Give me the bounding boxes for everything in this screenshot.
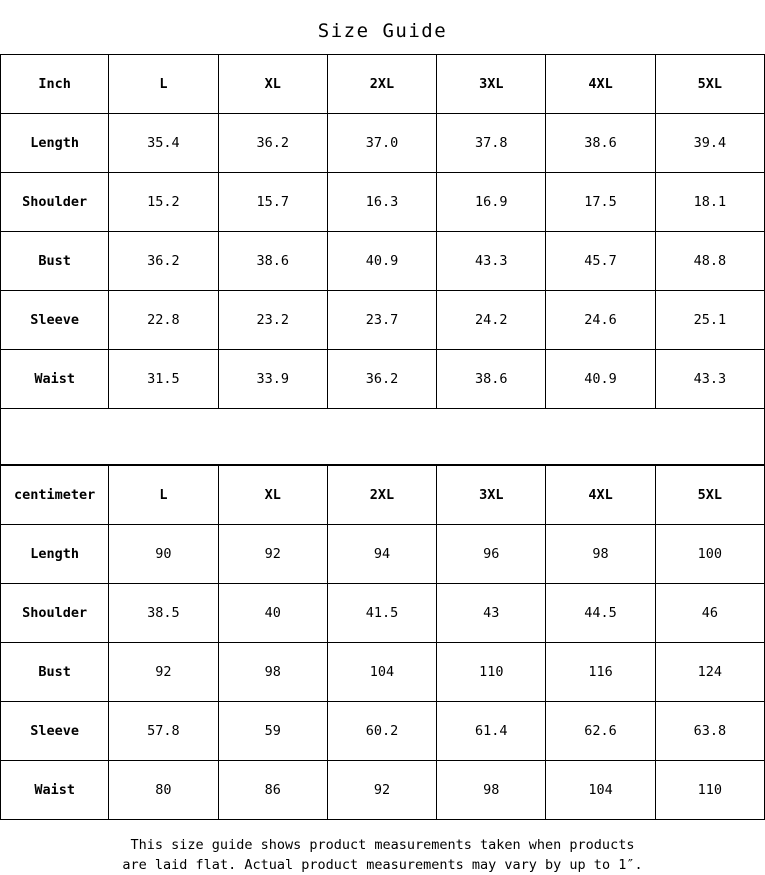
table-row [1, 291, 765, 350]
cell: 46 [655, 584, 764, 643]
footnote [0, 820, 765, 875]
cell: 90 [109, 525, 218, 584]
table-row [1, 761, 765, 820]
column-header-5xl: 5XL [655, 466, 764, 525]
cell: 57.8 [109, 702, 218, 761]
footnote-line-1: This size guide shows product measurements taken when products [130, 837, 635, 853]
cell: 41.5 [327, 584, 436, 643]
size-table-centimeter [0, 465, 765, 820]
cell: 45.7 [546, 232, 655, 291]
footnote-line-2: are laid flat. Actual product measurements may vary by up to 1″. [122, 857, 643, 873]
cell: 38.6 [546, 114, 655, 173]
cell: 35.4 [109, 114, 218, 173]
column-header-xl: XL [218, 55, 327, 114]
cell: 33.9 [218, 350, 327, 409]
column-header-xl: XL [218, 466, 327, 525]
cell: 18.1 [655, 173, 764, 232]
table-row [1, 584, 765, 643]
cell: 36.2 [109, 232, 218, 291]
cell: 36.2 [218, 114, 327, 173]
column-header-l: L [109, 55, 218, 114]
cell: 44.5 [546, 584, 655, 643]
cell: 24.6 [546, 291, 655, 350]
size-table-inch [0, 54, 765, 409]
table-separator [0, 409, 765, 465]
row-label-waist: Waist [1, 350, 109, 409]
row-label-shoulder: Shoulder [1, 584, 109, 643]
column-header-5xl: 5XL [655, 55, 764, 114]
cell: 23.2 [218, 291, 327, 350]
column-header-4xl: 4XL [546, 55, 655, 114]
cell: 92 [218, 525, 327, 584]
cell: 40.9 [327, 232, 436, 291]
cell: 100 [655, 525, 764, 584]
cell: 124 [655, 643, 764, 702]
column-header-l: L [109, 466, 218, 525]
cell: 16.9 [437, 173, 546, 232]
cell: 96 [437, 525, 546, 584]
cell: 31.5 [109, 350, 218, 409]
cell: 104 [546, 761, 655, 820]
unit-label-inch: Inch [1, 55, 109, 114]
row-label-length: Length [1, 525, 109, 584]
cell: 22.8 [109, 291, 218, 350]
cell: 80 [109, 761, 218, 820]
cell: 23.7 [327, 291, 436, 350]
cell: 37.0 [327, 114, 436, 173]
column-header-4xl: 4XL [546, 466, 655, 525]
cell: 116 [546, 643, 655, 702]
cell: 40.9 [546, 350, 655, 409]
cell: 43.3 [655, 350, 764, 409]
column-header-2xl: 2XL [327, 466, 436, 525]
column-header-3xl: 3XL [437, 55, 546, 114]
cell: 15.2 [109, 173, 218, 232]
table-header-row [1, 466, 765, 525]
cell: 37.8 [437, 114, 546, 173]
table-row [1, 173, 765, 232]
cell: 98 [546, 525, 655, 584]
table-header-row [1, 55, 765, 114]
cell: 25.1 [655, 291, 764, 350]
table-row [1, 350, 765, 409]
cell: 43.3 [437, 232, 546, 291]
table-row [1, 702, 765, 761]
cell: 43 [437, 584, 546, 643]
cell: 110 [655, 761, 764, 820]
cell: 62.6 [546, 702, 655, 761]
column-header-2xl: 2XL [327, 55, 436, 114]
cell: 59 [218, 702, 327, 761]
row-label-bust: Bust [1, 643, 109, 702]
row-label-shoulder: Shoulder [1, 173, 109, 232]
row-label-length: Length [1, 114, 109, 173]
unit-label-centimeter: centimeter [1, 466, 109, 525]
column-header-3xl: 3XL [437, 466, 546, 525]
row-label-sleeve: Sleeve [1, 291, 109, 350]
cell: 38.5 [109, 584, 218, 643]
cell: 24.2 [437, 291, 546, 350]
cell: 60.2 [327, 702, 436, 761]
cell: 104 [327, 643, 436, 702]
cell: 36.2 [327, 350, 436, 409]
table-row [1, 114, 765, 173]
cell: 39.4 [655, 114, 764, 173]
cell: 98 [218, 643, 327, 702]
cell: 61.4 [437, 702, 546, 761]
cell: 16.3 [327, 173, 436, 232]
row-label-bust: Bust [1, 232, 109, 291]
cell: 98 [437, 761, 546, 820]
cell: 17.5 [546, 173, 655, 232]
cell: 110 [437, 643, 546, 702]
cell: 94 [327, 525, 436, 584]
cell: 92 [327, 761, 436, 820]
page-title: Size Guide [317, 20, 448, 42]
table-row [1, 525, 765, 584]
row-label-waist: Waist [1, 761, 109, 820]
table-row [1, 643, 765, 702]
table-row [1, 232, 765, 291]
cell: 63.8 [655, 702, 764, 761]
cell: 38.6 [437, 350, 546, 409]
row-label-sleeve: Sleeve [1, 702, 109, 761]
cell: 15.7 [218, 173, 327, 232]
cell: 40 [218, 584, 327, 643]
cell: 92 [109, 643, 218, 702]
cell: 48.8 [655, 232, 764, 291]
cell: 38.6 [218, 232, 327, 291]
cell: 86 [218, 761, 327, 820]
